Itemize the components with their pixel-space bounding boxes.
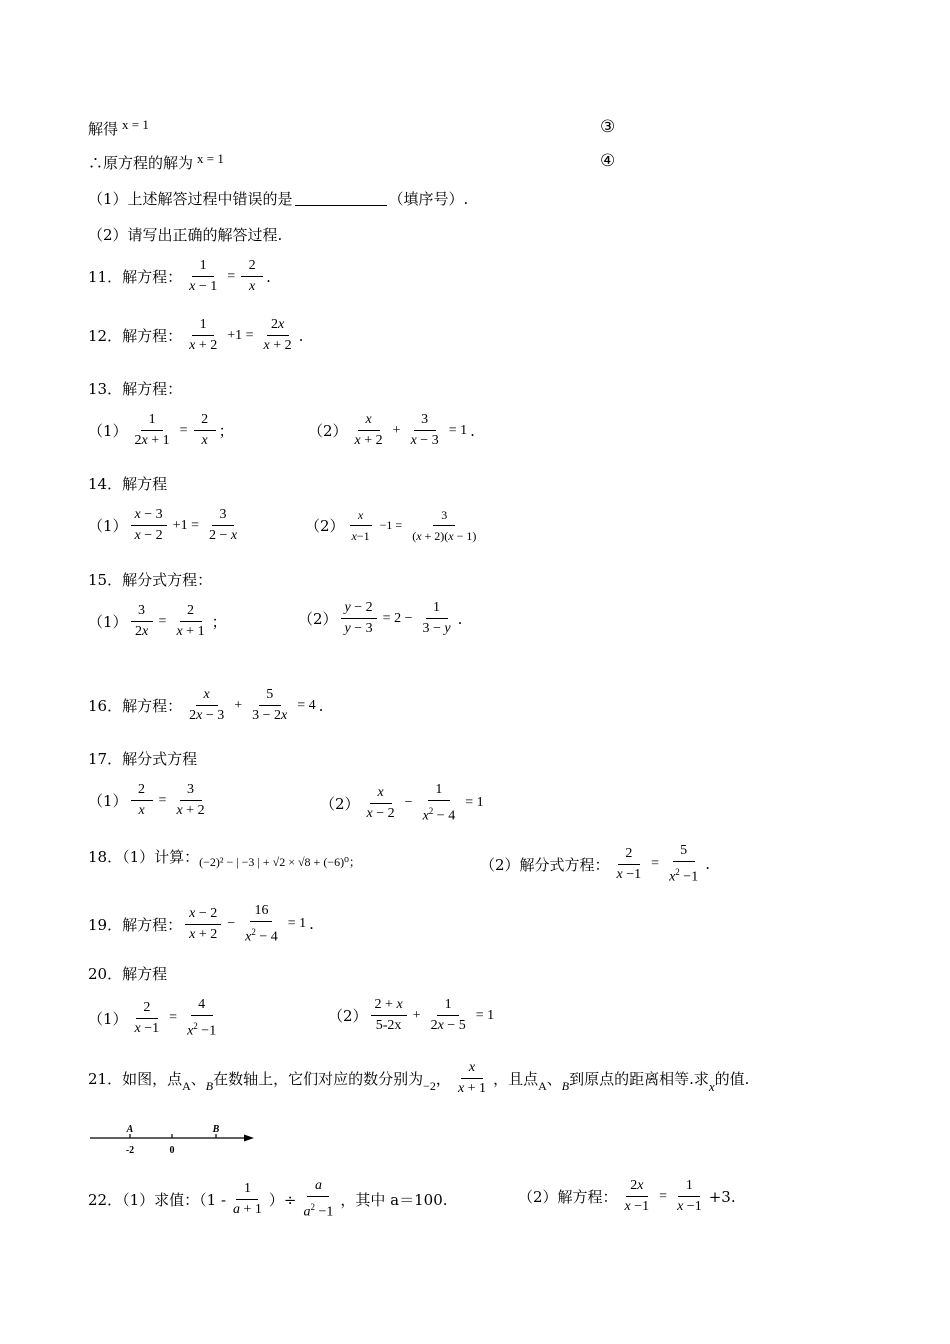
question-13-title	[88, 378, 182, 399]
q11-label: 11．解方程：	[88, 268, 183, 286]
q13-part2-label: （2）	[308, 422, 348, 440]
label-b: B	[212, 1124, 220, 1135]
q18-part2-label: （2）解分式方程：	[480, 855, 610, 874]
question-21	[88, 1060, 749, 1097]
q10-sub1-text: （1）上述解答过程中错误的是	[88, 190, 293, 208]
question-17-part2	[320, 782, 487, 825]
q21-sep-2: 、	[546, 1070, 562, 1088]
q21-text-4: 到原点的距离相等.求	[569, 1070, 709, 1088]
q18-end: .	[705, 855, 710, 874]
tick-label-a: -2	[125, 1145, 135, 1156]
question-13-part2	[308, 412, 475, 449]
label-a: A	[126, 1124, 134, 1135]
q16-label: 16．解方程：	[88, 697, 183, 715]
q13-part1-label: （1）	[88, 422, 128, 440]
q18-part2-equation: $\frac{2}{x -1}$ = $\frac{5}{x^2 -1}$	[616, 843, 699, 885]
q16-end: .	[318, 696, 324, 715]
q21-value-b: $\frac{x}{x + 1}$	[457, 1060, 487, 1096]
q10-sub2	[88, 224, 282, 245]
q11-end: .	[266, 267, 271, 286]
q15-part2-end: .	[457, 609, 463, 628]
q15-part2-equation: $\frac{y - 2}{y - 3}$ = 2 − $\frac{1}{3 - y}$	[338, 600, 458, 637]
q17-part1-label: （1）	[88, 792, 128, 810]
question-15-part2	[298, 600, 462, 637]
q17-part2-equation: $\frac{x}{x - 2}$ − $\frac{1}{x^2 - 4}$ = 1	[366, 782, 484, 824]
answer-blank[interactable]	[295, 191, 387, 206]
q18-label: 18．（1）计算：	[88, 848, 200, 866]
q22-end: +3.	[708, 1187, 736, 1206]
q20-part1-label: （1）	[88, 1009, 128, 1028]
q21-comma: ，	[435, 1070, 451, 1088]
q20-part2-label: （2）	[328, 1007, 368, 1025]
question-20-title	[88, 963, 167, 984]
q21-text-3: ，且点	[493, 1070, 539, 1088]
q20-part2-equation: $\frac{2 + x}{5-2x}$ + $\frac{1}{2x - 5}$ = 1	[368, 997, 498, 1034]
q20-label: 20．解方程	[88, 965, 168, 983]
q13-part2-equation: $\frac{x}{x + 2}$ + $\frac{3}{x - 3}$ = 1	[354, 412, 468, 448]
q22-part2-equation: $\frac{2x}{x -1}$ = $\frac{1}{x -1}$	[624, 1178, 702, 1214]
q22-label: 22．（1）求值：（1 -	[88, 1190, 227, 1209]
q13-part1-equation: $\frac{1}{2x + 1}$ = $\frac{2}{x}$	[128, 412, 219, 449]
step-4-marker: ④	[600, 151, 616, 171]
q21-value-a: −2	[423, 1079, 436, 1093]
q15-part1-end: ；	[211, 613, 227, 631]
q21-sep-1: 、	[190, 1070, 206, 1088]
q17-part2-label: （2）	[320, 794, 360, 813]
q14-part2-equation: $\frac{x}{x-1}$ −1 = $\frac{3}{(x + 2)(x - 1)}$	[351, 508, 477, 543]
question-19	[88, 903, 314, 946]
question-12	[88, 317, 303, 354]
q13-label: 13．解方程：	[88, 380, 183, 398]
step-4-text: ∴原方程的解为	[88, 154, 194, 172]
step-3-text: 解得	[88, 120, 119, 138]
solution-step-4	[88, 152, 224, 173]
q22-part2-label: （2）解方程：	[518, 1188, 618, 1206]
question-13-part1	[88, 412, 234, 449]
q12-label: 12．解方程：	[88, 327, 183, 345]
question-20-part1	[88, 997, 223, 1040]
q19-label: 19．解方程：	[88, 915, 183, 934]
question-18-part1	[88, 843, 361, 870]
q15-part1-equation: $\frac{3}{2x}$ = $\frac{2}{x + 1}$	[128, 603, 212, 640]
q15-label: 15．解分式方程：	[88, 571, 213, 589]
q21-text-5: 的值.	[714, 1070, 750, 1088]
q12-equation: $\frac{1}{x + 2}$ +1 = $\frac{2x}{x + 2}$	[189, 317, 292, 353]
q19-end: .	[309, 915, 314, 934]
q22-mid: ）÷	[268, 1190, 297, 1209]
q16-equation: $\frac{x}{2x - 3}$ + $\frac{5}{3 - 2x}$ = 4	[189, 687, 316, 723]
q22-fraction-1: $\frac{1}{a + 1}$	[233, 1180, 262, 1217]
q21-point-a-2: A	[538, 1079, 547, 1093]
q15-part1-label: （1）	[88, 613, 128, 631]
question-18-part2	[480, 843, 710, 886]
q21-text-2: 在数轴上，它们对应的数分别为	[213, 1070, 424, 1088]
q12-end: .	[298, 326, 304, 345]
q14-label: 14．解方程	[88, 475, 168, 493]
q21-text-1: 21．如图，点	[88, 1070, 183, 1088]
tick-label-zero: 0	[169, 1145, 175, 1156]
question-11	[88, 258, 271, 295]
q15-part2-label: （2）	[298, 610, 338, 628]
q17-part1-equation: $\frac{2}{x}$ = $\frac{3}{x + 2}$	[128, 782, 212, 819]
question-20-part2	[328, 997, 497, 1034]
question-17-title	[88, 748, 197, 769]
question-17-part1	[88, 782, 212, 819]
q21-point-b-2: B	[561, 1079, 570, 1093]
q22-condition: ，其中 a＝100.	[340, 1190, 448, 1209]
q19-equation: $\frac{x - 2}{x + 2}$ − $\frac{16}{x^2 - 4}$ = 1	[182, 903, 309, 946]
q22-fraction-2: $\frac{a}{a^2 -1}$	[303, 1178, 334, 1220]
q13-part2-end: .	[470, 421, 475, 440]
question-14-part2	[305, 507, 483, 544]
q10-sub1	[88, 188, 468, 209]
number-line-arrow-icon	[244, 1135, 254, 1142]
q14-part2-label: （2）	[305, 517, 345, 535]
question-16	[88, 687, 323, 724]
q17-label: 17．解分式方程	[88, 750, 198, 768]
q10-sub2-text: （2）请写出正确的解答过程.	[88, 226, 283, 244]
q10-sub1-tail: （填序号）.	[388, 190, 469, 208]
question-22-part2	[518, 1178, 736, 1215]
q21-point-b: B	[205, 1079, 214, 1093]
solution-step-3	[88, 118, 149, 139]
question-15-part1	[88, 603, 227, 640]
question-15-title	[88, 569, 212, 590]
q21-var-x: x	[708, 1078, 715, 1094]
q20-part1-equation: $\frac{2}{x -1}$ = $\frac{4}{x^2 -1}$	[134, 997, 217, 1039]
question-14-part1	[88, 507, 244, 544]
q14-part1-label: （1）	[88, 517, 128, 535]
number-line-figure	[88, 1120, 268, 1160]
q13-part1-end: ；	[218, 422, 234, 440]
question-14-title	[88, 473, 167, 494]
q14-part1-equation: $\frac{x - 3}{x - 2}$ +1 = $\frac{3}{2 - x}$	[128, 507, 245, 544]
step-4-equation: x = 1	[197, 150, 224, 166]
q11-equation: $\frac{1}{x - 1}$ = $\frac{2}{x}$	[182, 258, 266, 295]
question-22-part1	[88, 1178, 448, 1221]
step-3-marker: ③	[600, 117, 616, 137]
step-3-equation: x = 1	[122, 116, 149, 132]
q18-calc-expression: (−2)² − | −3 | + √2 × √8 + (−6)⁰；	[199, 855, 361, 869]
q21-point-a: A	[182, 1079, 191, 1093]
